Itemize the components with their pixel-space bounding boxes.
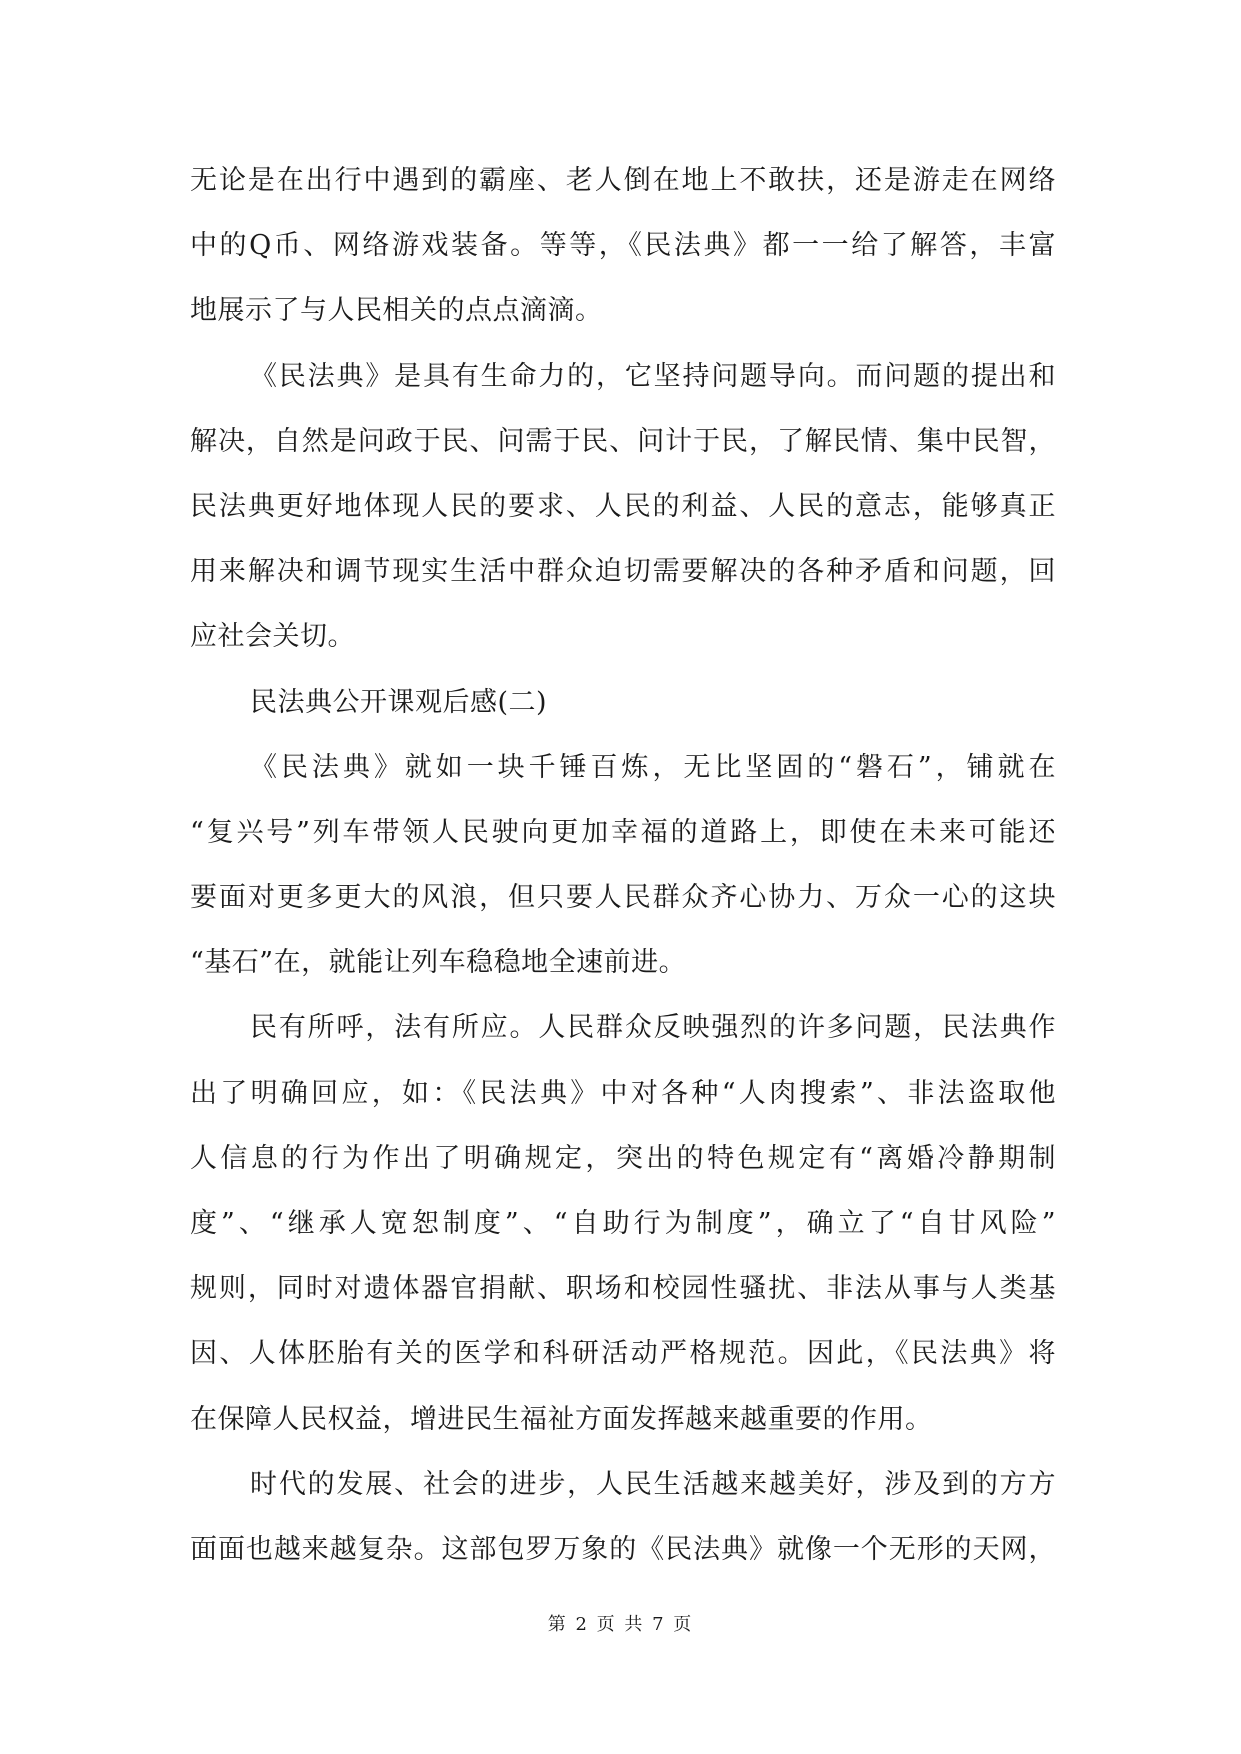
text-line: 应社会关切。	[190, 621, 355, 653]
text-line: 因、人体胚胎有关的医学和科研活动严格规范。因此，《民法典》将	[190, 1338, 1056, 1370]
document-body	[190, 148, 1056, 1582]
text-line: 用来解决和调节现实生活中群众迫切需要解决的各种矛盾和问题，回	[190, 556, 1056, 588]
text-line: 规则，同时对遗体器官捐献、职场和校园性骚扰、非法从事与人类基	[190, 1273, 1056, 1305]
text-line: 出了明确回应，如：《民法典》中对各种“人肉搜索”、非法盗取他	[190, 1077, 1056, 1109]
text-line: 要面对更多更大的风浪，但只要人民群众齐心协力、万众一心的这块	[190, 882, 1056, 914]
page-footer: 第 2 页 共 7 页	[547, 1614, 694, 1635]
text-line: 度”、“继承人宽恕制度”、“自助行为制度”，确立了“自甘风险”	[190, 1208, 1056, 1239]
text-line: 在保障人民权益，增进民生福祉方面发挥越来越重要的作用。	[190, 1403, 933, 1435]
text-line: 民法典更好地体现人民的要求、人民的利益、人民的意志，能够真正	[190, 490, 1056, 522]
text-line: 《民法典》就如一块千锤百炼，无比坚固的“磐石”，铺就在	[250, 751, 1056, 783]
text-line: 民法典公开课观后感(二)	[250, 686, 548, 718]
text-line: 中的Q币、网络游戏装备。等等，《民法典》都一一给了解答，丰富	[190, 230, 1056, 262]
text-line: “基石”在，就能让列车稳稳地全速前进。	[190, 947, 687, 979]
text-line: 无论是在出行中遇到的霸座、老人倒在地上不敢扶，还是游走在网络	[190, 165, 1056, 196]
text-line: “复兴号”列车带领人民驶向更加幸福的道路上，即使在未来可能还	[190, 816, 1056, 848]
text-line: 地展示了与人民相关的点点滴滴。	[190, 295, 603, 327]
text-line: 解决，自然是问政于民、问需于民、问计于民，了解民情、集中民智，	[190, 425, 1056, 457]
text-line: 时代的发展、社会的进步，人民生活越来越美好，涉及到的方方	[250, 1468, 1056, 1500]
text-line: 面面也越来越复杂。这部包罗万象的《民法典》就像一个无形的天网，	[190, 1533, 1056, 1565]
text-line: 人信息的行为作出了明确规定，突出的特色规定有“离婚冷静期制	[190, 1142, 1056, 1174]
text-line: 《民法典》是具有生命力的，它坚持问题导向。而问题的提出和	[250, 360, 1056, 392]
text-line: 民有所呼，法有所应。人民群众反映强烈的许多问题，民法典作	[250, 1012, 1056, 1044]
